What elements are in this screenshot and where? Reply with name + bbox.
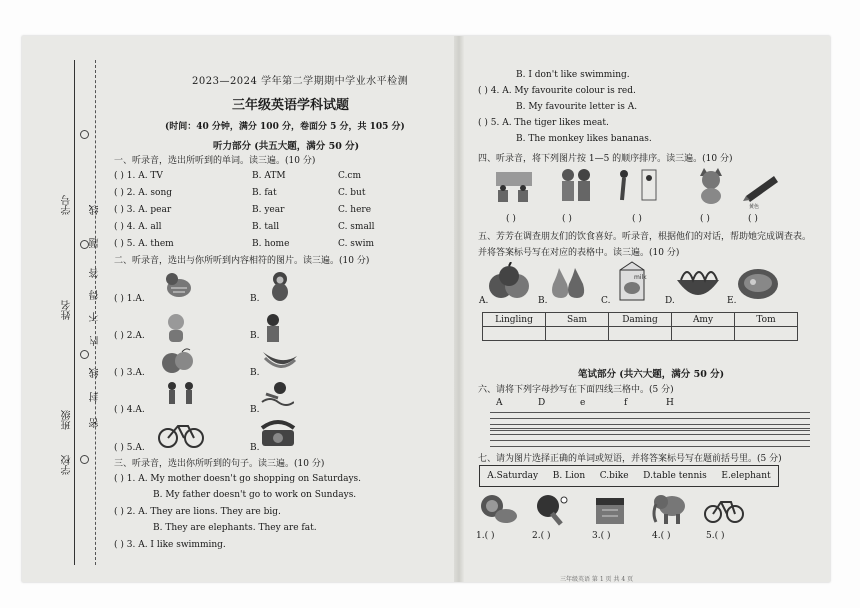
q1-item-c: C. small <box>338 222 375 232</box>
tiger-picture <box>163 270 195 300</box>
q3-line: B. The monkey likes bananas. <box>516 134 652 144</box>
q2-option-b: B. <box>250 405 260 415</box>
q6-letter: e <box>580 398 586 408</box>
q1-item-c: C. but <box>338 188 366 198</box>
binding-char: 线 <box>90 205 101 215</box>
q6-letter: A <box>496 398 503 408</box>
q4-bracket: ( ) <box>700 214 710 224</box>
oranges-picture <box>160 345 196 377</box>
name-label: 姓名 <box>62 300 73 320</box>
lion-picture <box>478 492 518 528</box>
binding-char: 内 <box>90 336 101 346</box>
q6-letter: H <box>666 398 674 408</box>
q2-option-b: B. <box>250 294 260 304</box>
meat-picture <box>735 264 781 302</box>
binding-char: 线 <box>90 368 101 378</box>
q5-label: D. <box>665 296 675 306</box>
q7-option: A.Saturday <box>487 471 539 481</box>
apples-picture <box>487 262 531 302</box>
written-part-title: 笔试部分 (共六大题，满分 50 分) <box>578 369 725 380</box>
exam-title: 三年级英语学科试题 <box>232 98 350 113</box>
q5-label: E. <box>727 296 737 306</box>
q7-answer: 2.( ) <box>532 531 551 541</box>
survey-answer-cell[interactable] <box>609 327 672 341</box>
q5-label: B. <box>538 296 548 306</box>
pears-picture <box>547 262 591 302</box>
q3-line: ( ) 3. A. I like swimming. <box>114 540 226 550</box>
telephone-picture <box>258 418 298 450</box>
crayon-picture <box>742 170 782 206</box>
milk-picture <box>612 260 652 302</box>
q6-title: 六、请将下列字母抄写在下面四线三格中。(5 分) <box>478 385 674 395</box>
q2-option-a: ( ) 1.A. <box>114 294 145 304</box>
noodles-picture <box>673 262 723 302</box>
q5-title: 五、芳芳在调查朋友们的饮食喜好。听录音，根据他们的对话，帮助她完成调查表。 <box>478 232 812 242</box>
q4-bracket: ( ) <box>632 214 642 224</box>
table-tennis-picture <box>534 492 570 528</box>
q1-item-b: B. year <box>252 205 285 215</box>
binding-char: 答 <box>90 268 101 278</box>
q7-option: C.bike <box>599 471 629 481</box>
q4-bracket: ( ) <box>506 214 516 224</box>
q7-answer: 4.( ) <box>652 531 671 541</box>
q2-option-b: B. <box>250 443 260 453</box>
q7-option: B. Lion <box>552 471 586 481</box>
survey-answer-cell[interactable] <box>483 327 546 341</box>
q4-title: 四、听录音，将下列图片按 1—5 的顺序排序。读三遍。(10 分) <box>478 154 733 164</box>
q7-option: E.elephant <box>721 471 771 481</box>
binding-char: 得 <box>90 290 101 300</box>
q3-line: B. My favourite letter is A. <box>516 102 638 112</box>
crayon-label: 黄色 <box>749 204 760 210</box>
survey-answer-cell[interactable] <box>735 327 798 341</box>
exam-info: (时间：40 分钟，满分 100 分，卷面分 5 分，共 105 分) <box>165 122 405 132</box>
q3-title: 三、听录音，选出你所听到的句子。读三遍。(10 分) <box>114 459 325 469</box>
q3-line: B. I don't like swimming. <box>516 70 630 80</box>
survey-name-cell: Sam <box>546 313 609 327</box>
kids-playing-picture <box>163 380 199 410</box>
q1-title: 一、听录音，选出所听到的单词。读三遍。(10 分) <box>114 156 316 166</box>
children-picture <box>556 166 596 206</box>
survey-name-cell: Amy <box>672 313 735 327</box>
school-label: 学校 <box>62 455 73 475</box>
q1-item-a: ( ) 5. A. them <box>114 239 174 249</box>
q3-line: ( ) 4. A. My favourite colour is red. <box>478 86 636 96</box>
q7-option: D.table tennis <box>643 471 707 481</box>
q1-item-c: C. here <box>338 205 372 215</box>
exam-year-line: 2023—2024 学年第二学期期中学业水平检测 <box>192 76 409 87</box>
survey-name-cell: Lingling <box>483 313 546 327</box>
q2-option-b: B. <box>250 368 260 378</box>
page-fold <box>454 36 464 582</box>
class-label: 班级 <box>62 410 73 430</box>
q2-option-a: ( ) 5.A. <box>114 443 145 453</box>
q2-option-a: ( ) 2.A. <box>114 331 145 341</box>
q1-item-c: C.cm <box>338 171 362 181</box>
survey-answer-cell[interactable] <box>672 327 735 341</box>
q5-label: C. <box>601 296 611 306</box>
q1-item-a: ( ) 1. A. TV <box>114 171 163 181</box>
q1-item-a: ( ) 2. A. song <box>114 188 173 198</box>
listening-part-title: 听力部分 (共五大题，满分 50 分) <box>213 141 360 152</box>
classroom-picture <box>492 166 536 206</box>
binding-char: 不 <box>90 312 101 322</box>
q7-answer: 5.( ) <box>706 531 725 541</box>
survey-answer-cell[interactable] <box>546 327 609 341</box>
four-line-grid[interactable] <box>490 428 810 452</box>
survey-table <box>482 312 798 341</box>
page-footer: 三年级英语 第 1 页 共 4 页 <box>560 576 634 583</box>
binding-char: 密 <box>90 418 101 428</box>
baby-picture <box>163 312 189 344</box>
q2-title: 二、听录音，选出与你所听到内容相符的图片。读三遍。(10 分) <box>114 256 370 266</box>
q5-title-cont: 并将答案标号写在对应的表格中。读三遍。(10 分) <box>478 248 680 258</box>
q1-item-a: ( ) 3. A. pear <box>114 205 172 215</box>
binding-hole <box>80 130 89 139</box>
binding-hole <box>80 455 89 464</box>
girl-swimming-picture <box>260 378 294 410</box>
q4-bracket: ( ) <box>562 214 572 224</box>
survey-name-cell: Tom <box>735 313 798 327</box>
binding-hole <box>80 350 89 359</box>
q7-answer: 1.( ) <box>476 531 495 541</box>
cat-picture <box>694 166 728 206</box>
milk-label: milk <box>634 274 647 281</box>
q2-option-a: ( ) 3.A. <box>114 368 145 378</box>
q3-line: ( ) 1. A. My mother doesn't go shopping on Saturdays. <box>114 474 362 484</box>
monkey-picture <box>265 270 295 302</box>
q1-item-b: B. fat <box>252 188 277 198</box>
q1-item-b: B. home <box>252 239 290 249</box>
q1-item-c: C. swim <box>338 239 375 249</box>
calendar-picture <box>592 492 628 528</box>
boy-picture <box>262 312 284 344</box>
bananas-picture <box>260 342 300 372</box>
q6-letter: f <box>624 398 628 408</box>
q7-title: 七、请为图片选择正确的单词或短语，并将答案标号写在题前括号里。(5 分) <box>478 454 782 464</box>
q3-line: B. My father doesn't go to work on Sundays. <box>153 490 357 500</box>
q5-label: A. <box>479 296 489 306</box>
q3-line: B. They are elephants. They are fat. <box>153 523 317 533</box>
q3-line: ( ) 5. A. The tiger likes meat. <box>478 118 609 128</box>
q1-item-b: B. tall <box>252 222 280 232</box>
binding-char: 封 <box>90 392 101 402</box>
binding-char: 题 <box>90 238 101 248</box>
swimmers-picture <box>612 166 660 206</box>
q6-letter: D <box>538 398 546 408</box>
q2-option-a: ( ) 4.A. <box>114 405 145 415</box>
q7-answer: 3.( ) <box>592 531 611 541</box>
q4-bracket: ( ) <box>748 214 758 224</box>
student-no-label: 学号 <box>62 195 73 215</box>
bike-picture <box>158 418 204 450</box>
elephant-picture <box>650 490 690 528</box>
q3-line: ( ) 2. A. They are lions. They are big. <box>114 507 281 517</box>
q1-item-b: B. ATM <box>252 171 286 181</box>
q2-option-b: B. <box>250 331 260 341</box>
bike-picture <box>704 492 744 526</box>
q7-options-box <box>479 465 779 487</box>
survey-name-cell: Daming <box>609 313 672 327</box>
q1-item-a: ( ) 4. A. all <box>114 222 162 232</box>
